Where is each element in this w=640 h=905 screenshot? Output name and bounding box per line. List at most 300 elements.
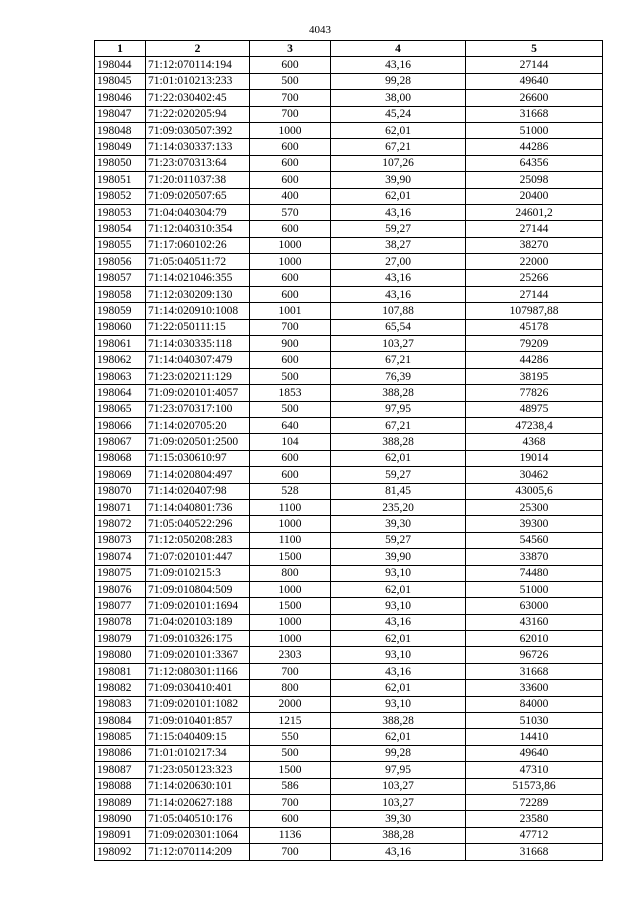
- row-number-cell: 198047: [95, 106, 146, 122]
- rate-cell: 39,90: [331, 172, 466, 188]
- rate-cell: 45,24: [331, 106, 466, 122]
- value-cell: 44286: [466, 139, 603, 155]
- table-row: [95, 483, 603, 499]
- value-cell: 27144: [466, 221, 603, 237]
- table-row: [95, 204, 603, 220]
- cadastral-number-cell: 71:14:020804:497: [146, 467, 250, 483]
- rate-cell: 39,30: [331, 516, 466, 532]
- row-number-cell: 198067: [95, 434, 146, 450]
- area-cell: 600: [250, 811, 331, 827]
- area-cell: 1215: [250, 713, 331, 729]
- row-number-cell: 198060: [95, 319, 146, 335]
- value-cell: 39300: [466, 516, 603, 532]
- table-row: [95, 549, 603, 565]
- rate-cell: 103,27: [331, 336, 466, 352]
- area-cell: 700: [250, 106, 331, 122]
- area-cell: 700: [250, 663, 331, 679]
- rate-cell: 27,00: [331, 254, 466, 270]
- table-row: [95, 598, 603, 614]
- value-cell: 47712: [466, 827, 603, 843]
- row-number-cell: 198082: [95, 680, 146, 696]
- table-row: [95, 254, 603, 270]
- rate-cell: 43,16: [331, 286, 466, 302]
- rate-cell: 99,28: [331, 745, 466, 761]
- table-row: [95, 188, 603, 204]
- column-header-3: 3: [250, 41, 331, 57]
- cadastral-number-cell: 71:14:020910:1008: [146, 303, 250, 319]
- cadastral-number-cell: 71:09:020501:2500: [146, 434, 250, 450]
- area-cell: 1136: [250, 827, 331, 843]
- row-number-cell: 198090: [95, 811, 146, 827]
- cadastral-number-cell: 71:15:040409:15: [146, 729, 250, 745]
- rate-cell: 62,01: [331, 581, 466, 597]
- area-cell: 600: [250, 57, 331, 73]
- table-row: [95, 401, 603, 417]
- cadastral-number-cell: 71:23:070313:64: [146, 155, 250, 171]
- table-row: [95, 827, 603, 843]
- row-number-cell: 198084: [95, 713, 146, 729]
- table-row: [95, 155, 603, 171]
- cadastral-number-cell: 71:09:020101:3367: [146, 647, 250, 663]
- value-cell: 51000: [466, 122, 603, 138]
- rate-cell: 103,27: [331, 794, 466, 810]
- row-number-cell: 198051: [95, 172, 146, 188]
- value-cell: 51030: [466, 713, 603, 729]
- value-cell: 20400: [466, 188, 603, 204]
- value-cell: 31668: [466, 663, 603, 679]
- area-cell: 700: [250, 844, 331, 860]
- row-number-cell: 198077: [95, 598, 146, 614]
- rate-cell: 43,16: [331, 270, 466, 286]
- cadastral-number-cell: 71:09:010326:175: [146, 631, 250, 647]
- value-cell: 51573,86: [466, 778, 603, 794]
- rate-cell: 43,16: [331, 614, 466, 630]
- rate-cell: 388,28: [331, 713, 466, 729]
- cadastral-number-cell: 71:05:040510:176: [146, 811, 250, 827]
- cadastral-number-cell: 71:14:020627:188: [146, 794, 250, 810]
- rate-cell: 107,88: [331, 303, 466, 319]
- area-cell: 1100: [250, 532, 331, 548]
- cadastral-number-cell: 71:23:020211:129: [146, 368, 250, 384]
- rate-cell: 107,26: [331, 155, 466, 171]
- value-cell: 47310: [466, 762, 603, 778]
- data-table: [94, 40, 603, 861]
- value-cell: 54560: [466, 532, 603, 548]
- value-cell: 31668: [466, 106, 603, 122]
- cadastral-number-cell: 71:20:011037:38: [146, 172, 250, 188]
- cadastral-number-cell: 71:14:040307:479: [146, 352, 250, 368]
- cadastral-number-cell: 71:12:050208:283: [146, 532, 250, 548]
- table-row: [95, 696, 603, 712]
- row-number-cell: 198076: [95, 581, 146, 597]
- cadastral-number-cell: 71:09:020101:4057: [146, 385, 250, 401]
- value-cell: 43160: [466, 614, 603, 630]
- value-cell: 51000: [466, 581, 603, 597]
- table-row: [95, 385, 603, 401]
- area-cell: 1001: [250, 303, 331, 319]
- value-cell: 49640: [466, 745, 603, 761]
- table-row: [95, 336, 603, 352]
- table-row: [95, 303, 603, 319]
- value-cell: 22000: [466, 254, 603, 270]
- table-row: [95, 532, 603, 548]
- rate-cell: 67,21: [331, 139, 466, 155]
- row-number-cell: 198049: [95, 139, 146, 155]
- table-row: [95, 614, 603, 630]
- rate-cell: 65,54: [331, 319, 466, 335]
- rate-cell: 235,20: [331, 499, 466, 515]
- table-row: [95, 106, 603, 122]
- area-cell: 1000: [250, 122, 331, 138]
- row-number-cell: 198070: [95, 483, 146, 499]
- rate-cell: 67,21: [331, 417, 466, 433]
- table-row: [95, 663, 603, 679]
- cadastral-number-cell: 71:12:070114:194: [146, 57, 250, 73]
- cadastral-number-cell: 71:14:020630:101: [146, 778, 250, 794]
- row-number-cell: 198072: [95, 516, 146, 532]
- table-row: [95, 450, 603, 466]
- cadastral-number-cell: 71:09:010215:3: [146, 565, 250, 581]
- table-row: [95, 57, 603, 73]
- rate-cell: 62,01: [331, 729, 466, 745]
- table-row: [95, 417, 603, 433]
- area-cell: 600: [250, 352, 331, 368]
- value-cell: 33870: [466, 549, 603, 565]
- table-row: [95, 745, 603, 761]
- row-number-cell: 198055: [95, 237, 146, 253]
- row-number-cell: 198052: [95, 188, 146, 204]
- row-number-cell: 198083: [95, 696, 146, 712]
- area-cell: 1000: [250, 581, 331, 597]
- value-cell: 96726: [466, 647, 603, 663]
- rate-cell: 388,28: [331, 827, 466, 843]
- cadastral-number-cell: 71:17:060102:26: [146, 237, 250, 253]
- value-cell: 62010: [466, 631, 603, 647]
- row-number-cell: 198074: [95, 549, 146, 565]
- table-row: [95, 237, 603, 253]
- row-number-cell: 198087: [95, 762, 146, 778]
- table-row: [95, 565, 603, 581]
- row-number-cell: 198050: [95, 155, 146, 171]
- row-number-cell: 198066: [95, 417, 146, 433]
- area-cell: 2000: [250, 696, 331, 712]
- area-cell: 1000: [250, 614, 331, 630]
- cadastral-number-cell: 71:14:030335:118: [146, 336, 250, 352]
- table-row: [95, 73, 603, 89]
- area-cell: 400: [250, 188, 331, 204]
- row-number-cell: 198053: [95, 204, 146, 220]
- area-cell: 600: [250, 172, 331, 188]
- area-cell: 600: [250, 467, 331, 483]
- rate-cell: 39,30: [331, 811, 466, 827]
- value-cell: 43005,6: [466, 483, 603, 499]
- rate-cell: 43,16: [331, 663, 466, 679]
- row-number-cell: 198064: [95, 385, 146, 401]
- area-cell: 600: [250, 139, 331, 155]
- row-number-cell: 198061: [95, 336, 146, 352]
- value-cell: 64356: [466, 155, 603, 171]
- row-number-cell: 198086: [95, 745, 146, 761]
- table-row: [95, 729, 603, 745]
- area-cell: 586: [250, 778, 331, 794]
- area-cell: 1000: [250, 254, 331, 270]
- row-number-cell: 198046: [95, 90, 146, 106]
- area-cell: 700: [250, 319, 331, 335]
- cadastral-number-cell: 71:09:020101:1082: [146, 696, 250, 712]
- area-cell: 2303: [250, 647, 331, 663]
- cadastral-number-cell: 71:12:040310:354: [146, 221, 250, 237]
- value-cell: 44286: [466, 352, 603, 368]
- cadastral-number-cell: 71:22:050111:15: [146, 319, 250, 335]
- row-number-cell: 198059: [95, 303, 146, 319]
- table-row: [95, 270, 603, 286]
- cadastral-number-cell: 71:14:030337:133: [146, 139, 250, 155]
- row-number-cell: 198065: [95, 401, 146, 417]
- row-number-cell: 198078: [95, 614, 146, 630]
- area-cell: 1500: [250, 762, 331, 778]
- cadastral-number-cell: 71:05:040522:296: [146, 516, 250, 532]
- value-cell: 25266: [466, 270, 603, 286]
- table-row: [95, 499, 603, 515]
- rate-cell: 93,10: [331, 598, 466, 614]
- row-number-cell: 198080: [95, 647, 146, 663]
- table-row: [95, 794, 603, 810]
- area-cell: 700: [250, 794, 331, 810]
- rate-cell: 43,16: [331, 844, 466, 860]
- value-cell: 77826: [466, 385, 603, 401]
- row-number-cell: 198063: [95, 368, 146, 384]
- row-number-cell: 198091: [95, 827, 146, 843]
- value-cell: 79209: [466, 336, 603, 352]
- area-cell: 528: [250, 483, 331, 499]
- value-cell: 47238,4: [466, 417, 603, 433]
- value-cell: 84000: [466, 696, 603, 712]
- table-row: [95, 516, 603, 532]
- area-cell: 104: [250, 434, 331, 450]
- rate-cell: 67,21: [331, 352, 466, 368]
- row-number-cell: 198058: [95, 286, 146, 302]
- area-cell: 500: [250, 401, 331, 417]
- rate-cell: 59,27: [331, 221, 466, 237]
- rate-cell: 388,28: [331, 385, 466, 401]
- rate-cell: 81,45: [331, 483, 466, 499]
- rate-cell: 38,27: [331, 237, 466, 253]
- cadastral-number-cell: 71:23:050123:323: [146, 762, 250, 778]
- area-cell: 1853: [250, 385, 331, 401]
- cadastral-number-cell: 71:07:020101:447: [146, 549, 250, 565]
- table-row: [95, 352, 603, 368]
- row-number-cell: 198048: [95, 122, 146, 138]
- table-row: [95, 631, 603, 647]
- value-cell: 19014: [466, 450, 603, 466]
- value-cell: 107987,88: [466, 303, 603, 319]
- table-row: [95, 680, 603, 696]
- rate-cell: 62,01: [331, 631, 466, 647]
- value-cell: 30462: [466, 467, 603, 483]
- table-row: [95, 844, 603, 860]
- cadastral-number-cell: 71:09:030410:401: [146, 680, 250, 696]
- area-cell: 1000: [250, 516, 331, 532]
- page-number: 4043: [309, 24, 331, 36]
- row-number-cell: 198068: [95, 450, 146, 466]
- rate-cell: 62,01: [331, 450, 466, 466]
- rate-cell: 388,28: [331, 434, 466, 450]
- table-row: [95, 139, 603, 155]
- row-number-cell: 198069: [95, 467, 146, 483]
- area-cell: 1500: [250, 549, 331, 565]
- cadastral-number-cell: 71:22:020205:94: [146, 106, 250, 122]
- area-cell: 600: [250, 221, 331, 237]
- table-row: [95, 319, 603, 335]
- value-cell: 38270: [466, 237, 603, 253]
- value-cell: 49640: [466, 73, 603, 89]
- row-number-cell: 198085: [95, 729, 146, 745]
- cadastral-number-cell: 71:09:030507:392: [146, 122, 250, 138]
- row-number-cell: 198081: [95, 663, 146, 679]
- cadastral-number-cell: 71:12:070114:209: [146, 844, 250, 860]
- table-body: [95, 57, 603, 860]
- cadastral-number-cell: 71:05:040511:72: [146, 254, 250, 270]
- area-cell: 1000: [250, 237, 331, 253]
- table-row: [95, 762, 603, 778]
- column-header-2: 2: [146, 41, 250, 57]
- value-cell: 45178: [466, 319, 603, 335]
- row-number-cell: 198062: [95, 352, 146, 368]
- cadastral-number-cell: 71:09:020101:1694: [146, 598, 250, 614]
- area-cell: 700: [250, 90, 331, 106]
- header-row: [95, 41, 603, 57]
- rate-cell: 97,95: [331, 762, 466, 778]
- area-cell: 800: [250, 565, 331, 581]
- rate-cell: 76,39: [331, 368, 466, 384]
- table-row: [95, 368, 603, 384]
- rate-cell: 99,28: [331, 73, 466, 89]
- row-number-cell: 198045: [95, 73, 146, 89]
- area-cell: 500: [250, 745, 331, 761]
- column-header-1: 1: [95, 41, 146, 57]
- value-cell: 27144: [466, 57, 603, 73]
- rate-cell: 38,00: [331, 90, 466, 106]
- row-number-cell: 198054: [95, 221, 146, 237]
- area-cell: 600: [250, 155, 331, 171]
- cadastral-number-cell: 71:15:030610:97: [146, 450, 250, 466]
- table-row: [95, 221, 603, 237]
- table-row: [95, 286, 603, 302]
- column-header-4: 4: [331, 41, 466, 57]
- rate-cell: 97,95: [331, 401, 466, 417]
- row-number-cell: 198071: [95, 499, 146, 515]
- rate-cell: 62,01: [331, 188, 466, 204]
- area-cell: 500: [250, 73, 331, 89]
- table-row: [95, 90, 603, 106]
- row-number-cell: 198092: [95, 844, 146, 860]
- rate-cell: 93,10: [331, 565, 466, 581]
- cadastral-number-cell: 71:14:040801:736: [146, 499, 250, 515]
- cadastral-number-cell: 71:09:010804:509: [146, 581, 250, 597]
- cadastral-number-cell: 71:09:010401:857: [146, 713, 250, 729]
- table-row: [95, 467, 603, 483]
- table-header: [95, 41, 603, 57]
- area-cell: 800: [250, 680, 331, 696]
- area-cell: 600: [250, 270, 331, 286]
- value-cell: 24601,2: [466, 204, 603, 220]
- rate-cell: 59,27: [331, 532, 466, 548]
- rate-cell: 59,27: [331, 467, 466, 483]
- row-number-cell: 198088: [95, 778, 146, 794]
- value-cell: 72289: [466, 794, 603, 810]
- rate-cell: 43,16: [331, 204, 466, 220]
- cadastral-number-cell: 71:23:070317:100: [146, 401, 250, 417]
- value-cell: 25300: [466, 499, 603, 515]
- area-cell: 550: [250, 729, 331, 745]
- cadastral-number-cell: 71:09:020507:65: [146, 188, 250, 204]
- rate-cell: 62,01: [331, 122, 466, 138]
- cadastral-number-cell: 71:04:020103:189: [146, 614, 250, 630]
- cadastral-number-cell: 71:14:020407:98: [146, 483, 250, 499]
- area-cell: 900: [250, 336, 331, 352]
- value-cell: 74480: [466, 565, 603, 581]
- rate-cell: 39,90: [331, 549, 466, 565]
- rate-cell: 103,27: [331, 778, 466, 794]
- cadastral-number-cell: 71:01:010217:34: [146, 745, 250, 761]
- row-number-cell: 198056: [95, 254, 146, 270]
- area-cell: 1100: [250, 499, 331, 515]
- rate-cell: 93,10: [331, 647, 466, 663]
- table-row: [95, 122, 603, 138]
- cadastral-number-cell: 71:01:010213:233: [146, 73, 250, 89]
- table-row: [95, 713, 603, 729]
- value-cell: 48975: [466, 401, 603, 417]
- rate-cell: 43,16: [331, 57, 466, 73]
- area-cell: 1000: [250, 631, 331, 647]
- row-number-cell: 198089: [95, 794, 146, 810]
- table-row: [95, 434, 603, 450]
- cadastral-number-cell: 71:14:020705:20: [146, 417, 250, 433]
- area-cell: 600: [250, 286, 331, 302]
- value-cell: 4368: [466, 434, 603, 450]
- cadastral-number-cell: 71:12:080301:1166: [146, 663, 250, 679]
- value-cell: 38195: [466, 368, 603, 384]
- value-cell: 25098: [466, 172, 603, 188]
- area-cell: 500: [250, 368, 331, 384]
- value-cell: 14410: [466, 729, 603, 745]
- column-header-5: 5: [466, 41, 603, 57]
- value-cell: 23580: [466, 811, 603, 827]
- rate-cell: 62,01: [331, 680, 466, 696]
- value-cell: 63000: [466, 598, 603, 614]
- row-number-cell: 198044: [95, 57, 146, 73]
- area-cell: 600: [250, 450, 331, 466]
- row-number-cell: 198075: [95, 565, 146, 581]
- table-row: [95, 172, 603, 188]
- row-number-cell: 198057: [95, 270, 146, 286]
- table-row: [95, 581, 603, 597]
- value-cell: 31668: [466, 844, 603, 860]
- rate-cell: 93,10: [331, 696, 466, 712]
- table-row: [95, 811, 603, 827]
- area-cell: 640: [250, 417, 331, 433]
- row-number-cell: 198073: [95, 532, 146, 548]
- cadastral-number-cell: 71:22:030402:45: [146, 90, 250, 106]
- cadastral-number-cell: 71:04:040304:79: [146, 204, 250, 220]
- value-cell: 27144: [466, 286, 603, 302]
- value-cell: 33600: [466, 680, 603, 696]
- cadastral-number-cell: 71:14:021046:355: [146, 270, 250, 286]
- row-number-cell: 198079: [95, 631, 146, 647]
- table-row: [95, 778, 603, 794]
- cadastral-number-cell: 71:09:020301:1064: [146, 827, 250, 843]
- area-cell: 1500: [250, 598, 331, 614]
